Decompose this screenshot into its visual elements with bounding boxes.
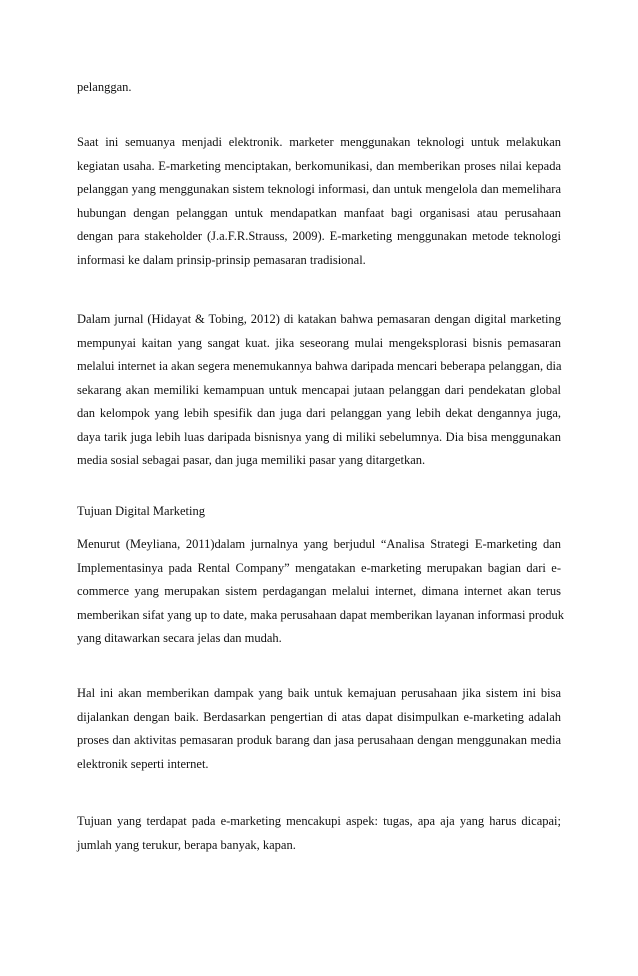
paragraph-line: dengan para stakeholder (J.a.F.R.Strauss, 2009). E-marketing menggunakan metode teknologi bbox=[77, 229, 561, 243]
paragraph-continuation bbox=[77, 76, 561, 100]
paragraph-line: elektronik seperti internet. bbox=[77, 756, 209, 771]
paragraph-line: yang ditawarkan secara jelas dan mudah. bbox=[77, 631, 282, 645]
section-heading-text: Tujuan Digital Marketing bbox=[77, 504, 206, 518]
paragraph-line: sekarang akan memiliki kemampuan untuk mencapai jutaan pelanggan dari pendekatan global bbox=[77, 382, 561, 397]
paragraph-emarketing-definition bbox=[77, 131, 561, 272]
paragraph-line: proses dan aktivitas pemasaran produk barang dan jasa perusahaan dengan menggunakan media bbox=[77, 733, 561, 747]
paragraph-line: Tujuan yang terdapat pada e-marketing mencakupi aspek: tugas, apa aja yang harus dicapai; bbox=[77, 814, 561, 828]
paragraph-line: pelanggan yang menggunakan sistem teknologi informasi, dan untuk mengelola dan memelihara bbox=[77, 182, 561, 196]
paragraph-line: informasi ke dalam prinsip-prinsip pemasaran tradisional. bbox=[77, 252, 366, 267]
paragraph-dampak bbox=[77, 682, 561, 776]
paragraph-tujuan-aspek bbox=[77, 810, 561, 857]
paragraph-line: Dalam jurnal (Hidayat & Tobing, 2012) di katakan bahwa pemasaran dengan digital marketing bbox=[77, 312, 561, 326]
paragraph-line: pelanggan. bbox=[77, 80, 132, 94]
paragraph-line: Menurut (Meyliana, 2011)dalam jurnalnya yang berjudul “Analisa Strategi E-marketing dan bbox=[77, 537, 561, 551]
paragraph-line: Implementasinya pada Rental Company” mengatakan e-marketing merupakan bagian dari e- bbox=[77, 560, 561, 575]
paragraph-line: commerce yang merupakan sistem perdagangan melalui internet, dimana internet akan terus bbox=[77, 584, 561, 598]
paragraph-line: dan kelompok yang lebih spesifik dan juga dari pelanggan yang lebih dekat dengannya juga, bbox=[77, 406, 561, 420]
paragraph-line: hubungan dengan pelanggan untuk mendapatkan manfaat bagi organisasi atau perusahaan bbox=[77, 205, 561, 220]
paragraph-line: media sosial sebagai pasar, dan juga memiliki pasar yang ditargetkan. bbox=[77, 453, 426, 467]
paragraph-line: Hal ini akan memberikan dampak yang baik untuk kemajuan perusahaan jika sistem ini bisa bbox=[77, 686, 561, 700]
paragraph-line: mempunyai kaitan yang sangat kuat. jika seseorang mulai mengeksplorasi bisnis pemasaran bbox=[77, 335, 561, 350]
paragraph-meyliana bbox=[77, 533, 564, 651]
paragraph-hidayat-tobing bbox=[77, 308, 561, 473]
paragraph-line: daya tarik juga lebih luas daripada bisnisnya yang di miliki sebelumnya. Dia bisa menggunakan bbox=[77, 429, 561, 444]
paragraph-line: melalui internet ia akan segera menemukannya bahwa daripada mencari beberapa pelanggan, dia bbox=[77, 359, 562, 373]
paragraph-line: dijalankan dengan baik. Berdasarkan pengertian di atas dapat disimpulkan e-marketing adalah bbox=[77, 709, 561, 724]
paragraph-line: memberikan sifat yang up to date, maka perusahaan dapat memberikan layanan informasi produk bbox=[77, 607, 564, 622]
paragraph-line: kegiatan usaha. E-marketing menciptakan, berkomunikasi, dan memberikan proses nilai kepada bbox=[77, 158, 561, 173]
section-heading bbox=[77, 500, 561, 524]
paragraph-line: jumlah yang terukur, berapa banyak, kapan. bbox=[77, 837, 296, 852]
paragraph-line: Saat ini semuanya menjadi elektronik. marketer menggunakan teknologi untuk melakukan bbox=[77, 135, 561, 149]
